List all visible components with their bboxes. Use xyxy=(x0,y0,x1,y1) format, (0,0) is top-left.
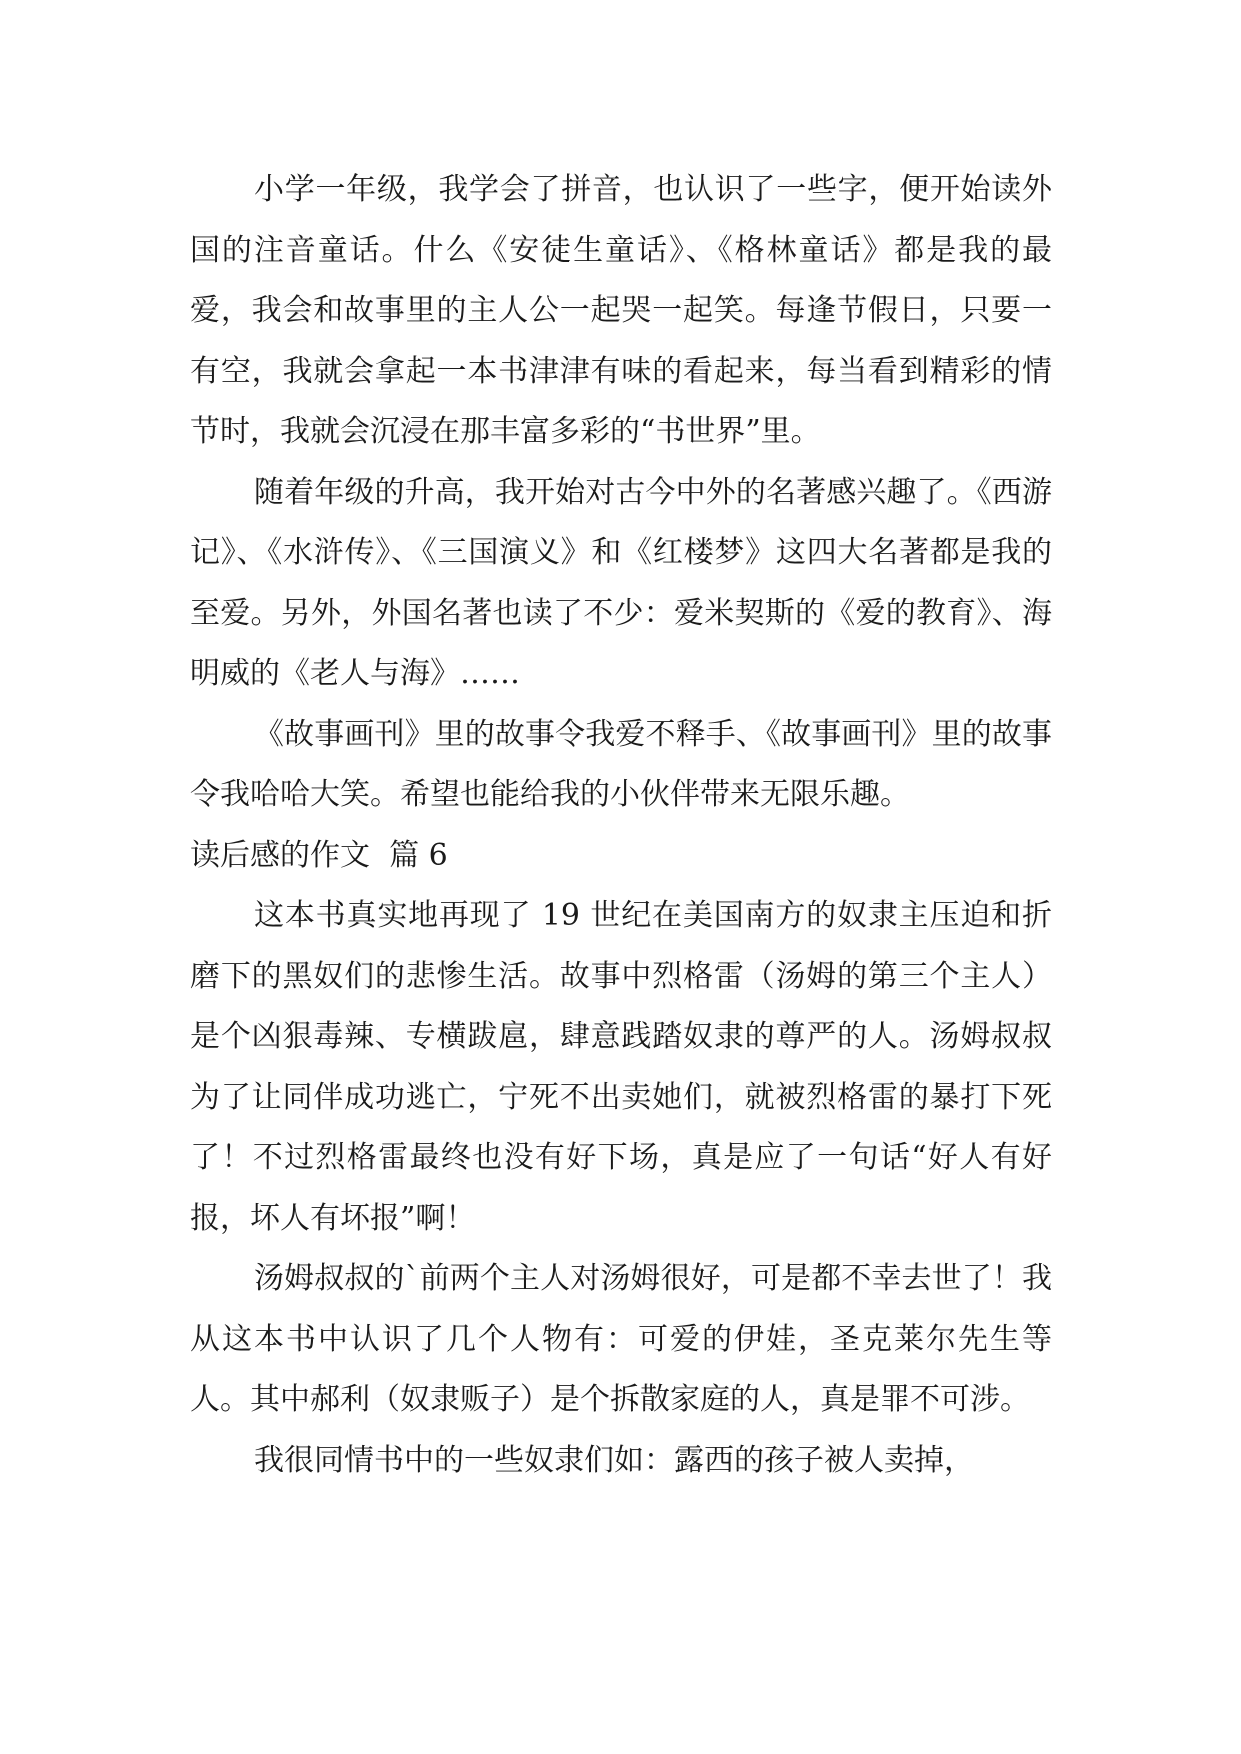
paragraph-6: 我很同情书中的一些奴隶们如：露西的孩子被人卖掉， xyxy=(254,1442,974,1478)
paragraph-1: 小学一年级，我学会了拼音，也认识了一些字，便开始读外国的注音童话。什么《安徒生童话》、《格林童话》都是我的最爱，我会和故事里的主人公一起哭一起笑。每逢节假日，只要一有空，我就会拿起一本书津津有味的看起来，每当看到精彩的情节时，我就会沉浸在那丰富多彩的“书世界”里。 xyxy=(190,172,1052,449)
section-heading: 读后感的作文 篇 6 xyxy=(190,837,448,873)
paragraph-2: 随着年级的升高，我开始对古今中外的名著感兴趣了。《西游记》、《水浒传》、《三国演义》和《红楼梦》这四大名著都是我的至爱。另外，外国名著也读了不少：爱米契斯的《爱的教育》、海明威的《老人与海》…… xyxy=(190,474,1052,691)
document-page xyxy=(190,160,1052,1491)
paragraph-4: 这本书真实地再现了 19 世纪在美国南方的奴隶主压迫和折磨下的黑奴们的悲惨生活。故事中烈格雷（汤姆的第三个主人）是个凶狠毒辣、专横跋扈，肆意践踏奴隶的尊严的人。汤姆叔叔为了让同伴成功逃亡，宁死不出卖她们，就被烈格雷的暴打下死了！不过烈格雷最终也没有好下场，真是应了一句话“好人有好报，坏人有坏报”啊！ xyxy=(190,898,1052,1236)
paragraph-3: 《故事画刊》里的故事令我爱不释手、《故事画刊》里的故事令我哈哈大笑。希望也能给我的小伙伴带来无限乐趣。 xyxy=(190,716,1052,812)
paragraph-5: 汤姆叔叔的`前两个主人对汤姆很好，可是都不幸去世了！我从这本书中认识了几个人物有：可爱的伊娃，圣克莱尔先生等人。其中郝利（奴隶贩子）是个拆散家庭的人，真是罪不可涉。 xyxy=(190,1261,1052,1417)
